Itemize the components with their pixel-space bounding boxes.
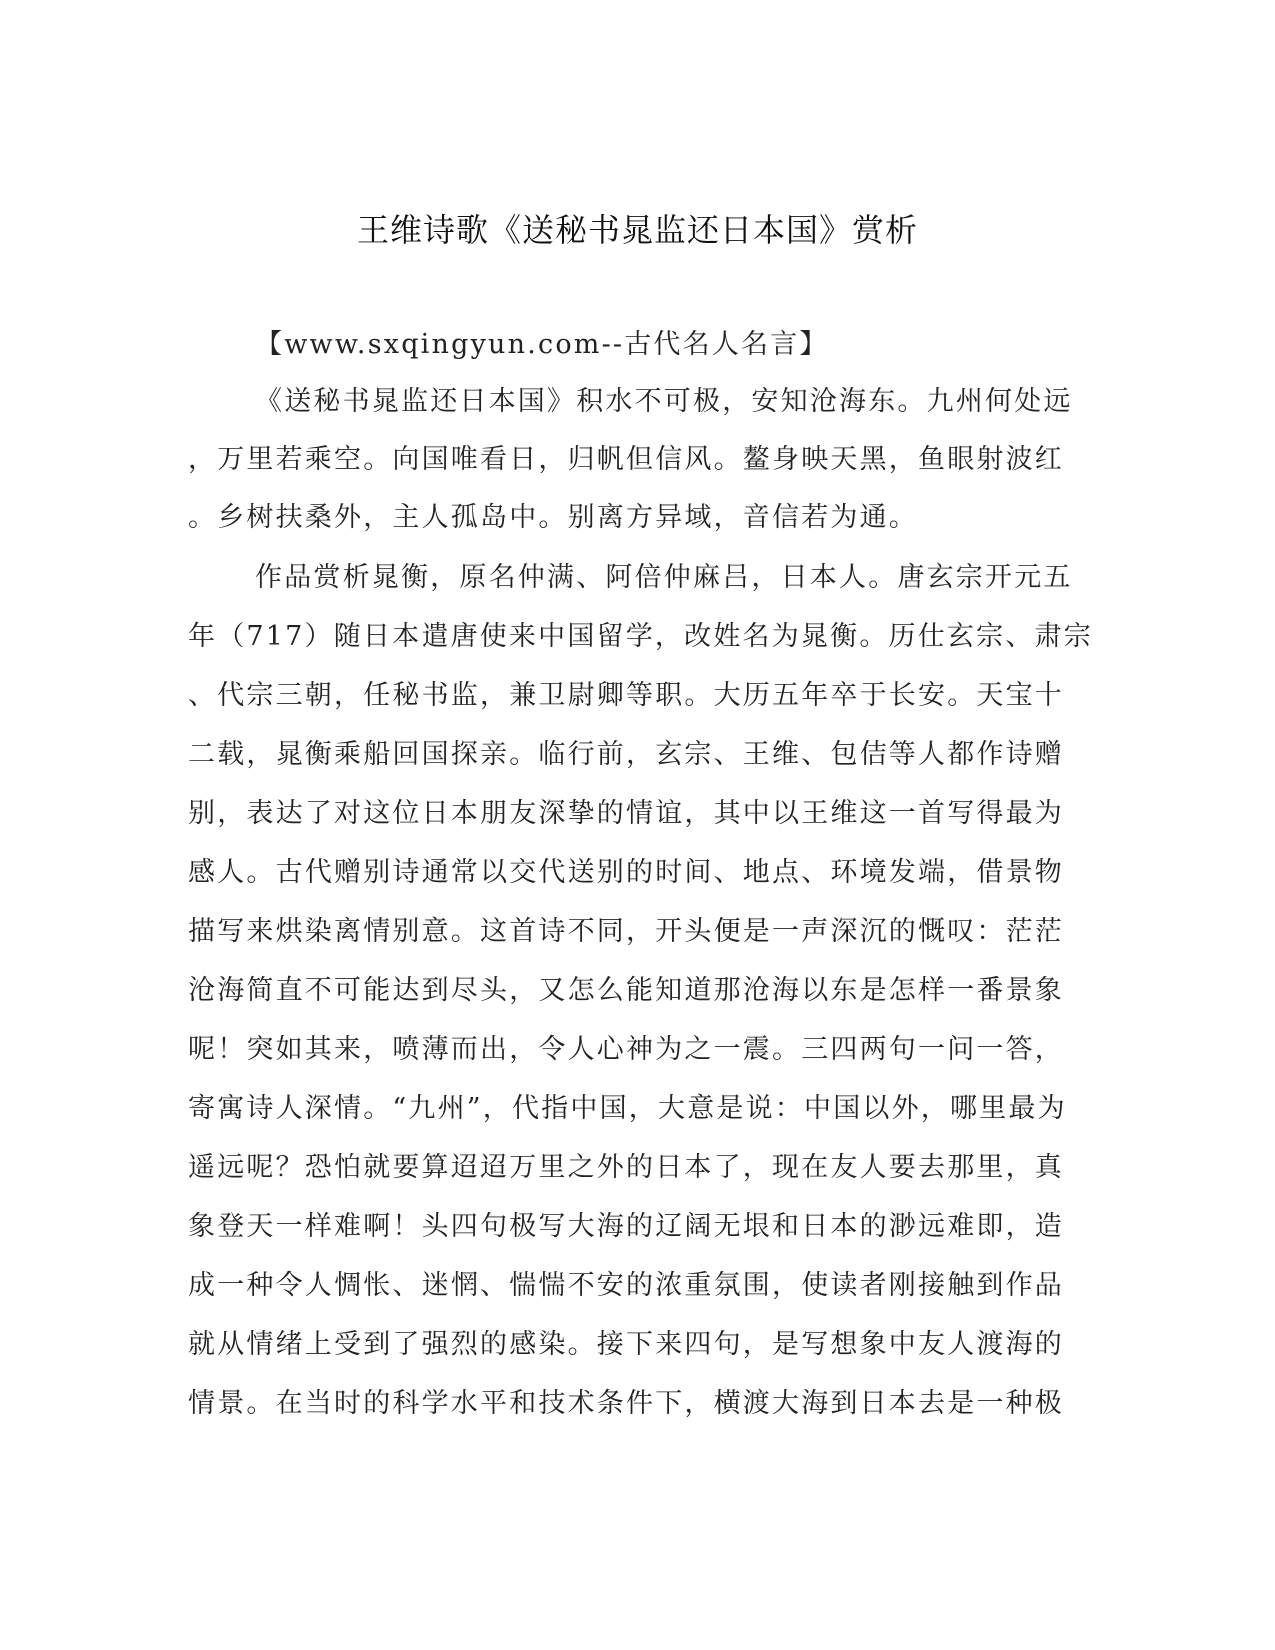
analysis-line: 二载，晁衡乘船回国探亲。临行前，玄宗、王维、包佶等人都作诗赠: [188, 739, 1064, 770]
analysis-line: 作品赏析晁衡，原名仲满、阿倍仲麻吕，日本人。唐玄宗开元五: [255, 562, 1073, 593]
source-line: 【www.sxqingyun.com--古代名人名言】: [255, 329, 829, 360]
analysis-line: 就从情绪上受到了强烈的感染。接下来四句，是写想象中友人渡海的: [188, 1329, 1064, 1360]
analysis-line: 成一种令人惆怅、迷惘、惴惴不安的浓重氛围，使读者刚接触到作品: [188, 1270, 1064, 1301]
poem-line: 《送秘书晁监还日本国》积水不可极，安知沧海东。九州何处远: [255, 386, 1073, 417]
analysis-line: 象登天一样难啊！头四句极写大海的辽阔无垠和日本的渺远难即，造: [188, 1211, 1064, 1242]
analysis-line: 、代宗三朝，任秘书监，兼卫尉卿等职。大历五年卒于长安。天宝十: [188, 680, 1064, 711]
poem-line: 。乡树扶桑外，主人孤岛中。别离方异域，音信若为通。: [188, 502, 918, 533]
analysis-line: 呢！突如其来，喷薄而出，令人心神为之一震。三四两句一问一答，: [188, 1034, 1064, 1065]
analysis-line: 感人。古代赠别诗通常以交代送别的时间、地点、环境发端，借景物: [188, 857, 1064, 888]
analysis-line: 年（717）随日本遣唐使来中国留学，改姓名为晁衡。历仕玄宗、肃宗: [188, 621, 1093, 652]
analysis-line: 遥远呢？恐怕就要算迢迢万里之外的日本了，现在友人要去那里，真: [188, 1152, 1064, 1183]
analysis-line: 别，表达了对这位日本朋友深挚的情谊，其中以王维这一首写得最为: [188, 798, 1064, 829]
analysis-line: 寄寓诗人深情。“九州”，代指中国，大意是说：中国以外，哪里最为: [188, 1093, 1067, 1124]
analysis-line: 描写来烘染离情别意。这首诗不同，开头便是一声深沉的慨叹：茫茫: [188, 916, 1064, 947]
document-title: 王维诗歌《送秘书晁监还日本国》赏析: [356, 211, 918, 249]
analysis-line: 沧海简直不可能达到尽头，又怎么能知道那沧海以东是怎样一番景象: [188, 975, 1064, 1006]
poem-line: ，万里若乘空。向国唯看日，归帆但信风。鳌身映天黑，鱼眼射波红: [188, 444, 1064, 475]
analysis-line: 情景。在当时的科学水平和技术条件下，横渡大海到日本去是一种极: [188, 1388, 1064, 1419]
